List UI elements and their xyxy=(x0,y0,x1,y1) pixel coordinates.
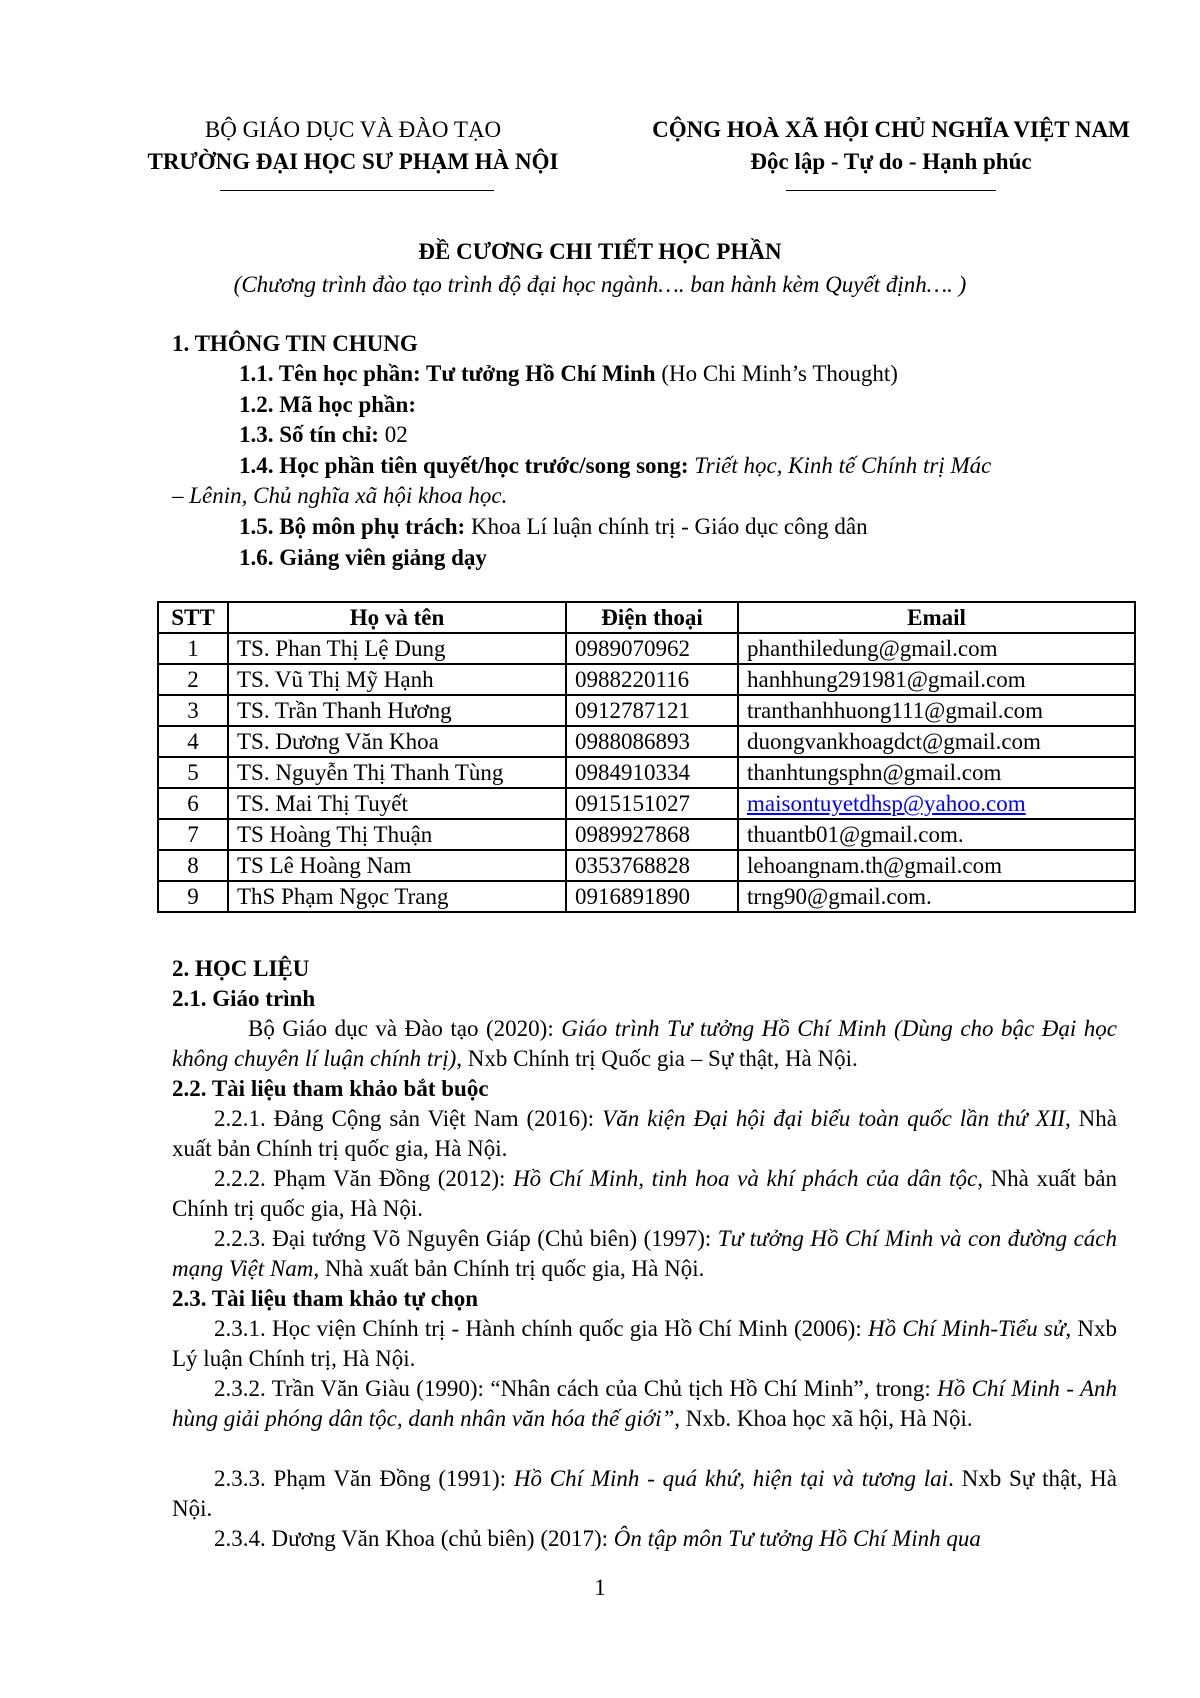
textbook-author: Bộ Giáo dục và Đào tạo (2020): xyxy=(248,1016,562,1041)
cell-name: ThS Phạm Ngọc Trang xyxy=(228,881,566,912)
ref-publisher: , Nxb. Khoa học xã hội, Hà Nội. xyxy=(674,1406,973,1431)
course-name-label: 1.1. Tên học phần: xyxy=(239,361,421,386)
ref-2-3-2 xyxy=(172,1374,1117,1434)
cell-stt: 5 xyxy=(158,757,228,788)
cell-phone: 0915151027 xyxy=(566,788,738,819)
national-motto: Độc lập - Tự do - Hạnh phúc xyxy=(750,149,1032,174)
lecturers-heading: 1.6. Giảng viên giảng dạy xyxy=(239,545,487,570)
header-left-rule xyxy=(220,190,494,191)
textbook-heading: 2.1. Giáo trình xyxy=(172,986,316,1011)
cell-email: lehoangnam.th@gmail.com xyxy=(738,850,1135,881)
cell-phone: 0989927868 xyxy=(566,819,738,850)
document-subtitle: (Chương trình đào tạo trình độ đại học ngành…. ban hành kèm Quyết định…. ) xyxy=(233,272,967,297)
credits-label: 1.3. Số tín chỉ: xyxy=(239,422,379,447)
ref-title: Hồ Chí Minh - Anh hùng giải phóng dân tộc, danh nhân văn hóa thế giới” xyxy=(172,1376,1117,1431)
cell-stt: 7 xyxy=(158,819,228,850)
ref-author: 2.3.2. Trần Văn Giàu (1990): “Nhân cách của Chủ tịch Hồ Chí Minh”, trong: xyxy=(214,1376,938,1401)
ref-2-3-3 xyxy=(172,1464,1117,1524)
credits-line xyxy=(239,420,408,450)
cell-phone: 0916891890 xyxy=(566,881,738,912)
table-row xyxy=(158,633,1135,664)
table-header-row xyxy=(158,602,1135,633)
col-name: Họ và tên xyxy=(228,602,566,633)
cell-name: TS. Dương Văn Khoa xyxy=(228,726,566,757)
ref-publisher: , Nxb Lý luận Chính trị, Hà Nội. xyxy=(172,1316,1117,1371)
lecturers-table xyxy=(157,601,1136,913)
cell-stt: 6 xyxy=(158,788,228,819)
ref-author: 2.2.1. Đảng Cộng sản Việt Nam (2016): xyxy=(214,1106,603,1131)
page-number: 1 xyxy=(594,1575,606,1600)
ref-author: 2.3.4. Dương Văn Khoa (chủ biên) (2017): xyxy=(214,1526,614,1551)
prerequisites-line xyxy=(239,451,991,481)
course-code-label: 1.2. Mã học phần: xyxy=(239,392,416,417)
col-email: Email xyxy=(738,602,1135,633)
course-name-value: Tư tưởng Hồ Chí Minh xyxy=(420,361,656,386)
prerequisites-label: 1.4. Học phần tiên quyết/học trước/song song: xyxy=(239,453,689,478)
department-line xyxy=(239,512,868,542)
textbook-title: Giáo trình Tư tưởng Hồ Chí Minh (Dùng cho bậc Đại học không chuyên lí luận chính trị), xyxy=(172,1016,1118,1071)
ref-author: 2.3.3. Phạm Văn Đồng (1991): xyxy=(214,1466,514,1491)
cell-email: thuantb01@gmail.com. xyxy=(738,819,1135,850)
cell-name: TS Lê Hoàng Nam xyxy=(228,850,566,881)
ref-publisher: Nhà xuất bản Chính trị quốc gia, Hà Nội. xyxy=(172,1106,1117,1161)
ref-2-2-3 xyxy=(172,1224,1117,1284)
prerequisites-value-cont: – Lênin, Chủ nghĩa xã hội khoa học. xyxy=(172,483,508,508)
table-row xyxy=(158,695,1135,726)
cell-email xyxy=(738,788,1135,819)
ref-title: Văn kiện Đại hội đại biểu toàn quốc lần thứ XII, xyxy=(602,1106,1071,1131)
cell-stt: 2 xyxy=(158,664,228,695)
cell-name: TS. Nguyễn Thị Thanh Tùng xyxy=(228,757,566,788)
ref-publisher: . Nxb Sự thật, Hà Nội. xyxy=(172,1466,1117,1521)
cell-name: TS Hoàng Thị Thuận xyxy=(228,819,566,850)
section2-heading: 2. HỌC LIỆU xyxy=(172,956,310,981)
ministry-name: BỘ GIÁO DỤC VÀ ĐÀO TẠO xyxy=(204,117,502,142)
table-row xyxy=(158,819,1135,850)
ref-2-3-1 xyxy=(172,1314,1117,1374)
prerequisites-value: Triết học, Kinh tế Chính trị Mác xyxy=(688,453,992,478)
optional-refs-heading: 2.3. Tài liệu tham khảo tự chọn xyxy=(172,1286,479,1311)
cell-email: duongvankhoagdct@gmail.com xyxy=(738,726,1135,757)
cell-email: thanhtungsphn@gmail.com xyxy=(738,757,1135,788)
cell-email: phanthiledung@gmail.com xyxy=(738,633,1135,664)
ref-title: Hồ Chí Minh - quá khứ, hiện tại và tương lai xyxy=(513,1466,949,1491)
ref-author: 2.3.1. Học viện Chính trị - Hành chính quốc gia Hồ Chí Minh (2006): xyxy=(214,1316,868,1341)
cell-stt: 8 xyxy=(158,850,228,881)
document-title: ĐỀ CƯƠNG CHI TIẾT HỌC PHẦN xyxy=(418,239,782,264)
textbook-publisher: Nxb Chính trị Quốc gia – Sự thật, Hà Nội. xyxy=(462,1046,858,1071)
section1-heading: 1. THÔNG TIN CHUNG xyxy=(172,331,418,356)
cell-phone: 0912787121 xyxy=(566,695,738,726)
cell-stt: 4 xyxy=(158,726,228,757)
email-link[interactable]: maisontuyetdhsp@yahoo.com xyxy=(747,791,1026,816)
cell-phone: 0353768828 xyxy=(566,850,738,881)
cell-email: trng90@gmail.com. xyxy=(738,881,1135,912)
ref-2-2-1 xyxy=(172,1104,1117,1164)
university-name: TRƯỜNG ĐẠI HỌC SƯ PHẠM HÀ NỘI xyxy=(147,149,559,174)
cell-name: TS. Trần Thanh Hương xyxy=(228,695,566,726)
ref-title: Tư tưởng Hồ Chí Minh và con đường cách mạng Việt Nam, xyxy=(172,1226,1117,1281)
cell-name: TS. Phan Thị Lệ Dung xyxy=(228,633,566,664)
ref-author: 2.2.2. Phạm Văn Đồng (2012): xyxy=(214,1166,514,1191)
ref-title: Ôn tập môn Tư tưởng Hồ Chí Minh qua xyxy=(613,1526,981,1551)
table-row xyxy=(158,757,1135,788)
cell-phone: 0988086893 xyxy=(566,726,738,757)
cell-phone: 0988220116 xyxy=(566,664,738,695)
cell-phone: 0984910334 xyxy=(566,757,738,788)
cell-stt: 1 xyxy=(158,633,228,664)
table-row xyxy=(158,664,1135,695)
credits-value: 02 xyxy=(378,422,408,447)
ref-2-2-2 xyxy=(172,1164,1117,1224)
ref-publisher: Nhà xuất bản Chính trị quốc gia, Hà Nội. xyxy=(319,1256,705,1281)
ref-title: Hồ Chí Minh-Tiểu sử xyxy=(867,1316,1066,1341)
department-label: 1.5. Bộ môn phụ trách: xyxy=(239,514,466,539)
cell-email: tranthanhhuong111@gmail.com xyxy=(738,695,1135,726)
header-right-rule xyxy=(786,190,996,191)
cell-stt: 9 xyxy=(158,881,228,912)
table-row xyxy=(158,850,1135,881)
table-row xyxy=(158,788,1135,819)
cell-stt: 3 xyxy=(158,695,228,726)
textbook-reference xyxy=(172,1014,1117,1074)
ref-publisher: , Nhà xuất bản Chính trị quốc gia, Hà Nội. xyxy=(172,1166,1117,1221)
country-name: CỘNG HOÀ XÃ HỘI CHỦ NGHĨA VIỆT NAM xyxy=(652,117,1130,142)
ref-title: Hồ Chí Minh, tinh hoa và khí phách của dân tộc xyxy=(513,1166,978,1191)
course-name-line xyxy=(239,359,898,389)
cell-email: hanhhung291981@gmail.com xyxy=(738,664,1135,695)
ref-author: 2.2.3. Đại tướng Võ Nguyên Giáp (Chủ biên) (1997): xyxy=(214,1226,718,1251)
course-name-english: (Ho Chi Minh’s Thought) xyxy=(655,361,898,386)
col-stt: STT xyxy=(158,602,228,633)
cell-name: TS. Mai Thị Tuyết xyxy=(228,788,566,819)
ref-2-3-4 xyxy=(214,1524,981,1554)
table-row xyxy=(158,881,1135,912)
table-row xyxy=(158,726,1135,757)
col-phone: Điện thoại xyxy=(566,602,738,633)
cell-phone: 0989070962 xyxy=(566,633,738,664)
department-value: Khoa Lí luận chính trị - Giáo dục công dân xyxy=(465,514,868,539)
cell-name: TS. Vũ Thị Mỹ Hạnh xyxy=(228,664,566,695)
required-refs-heading: 2.2. Tài liệu tham khảo bắt buộc xyxy=(172,1076,489,1101)
